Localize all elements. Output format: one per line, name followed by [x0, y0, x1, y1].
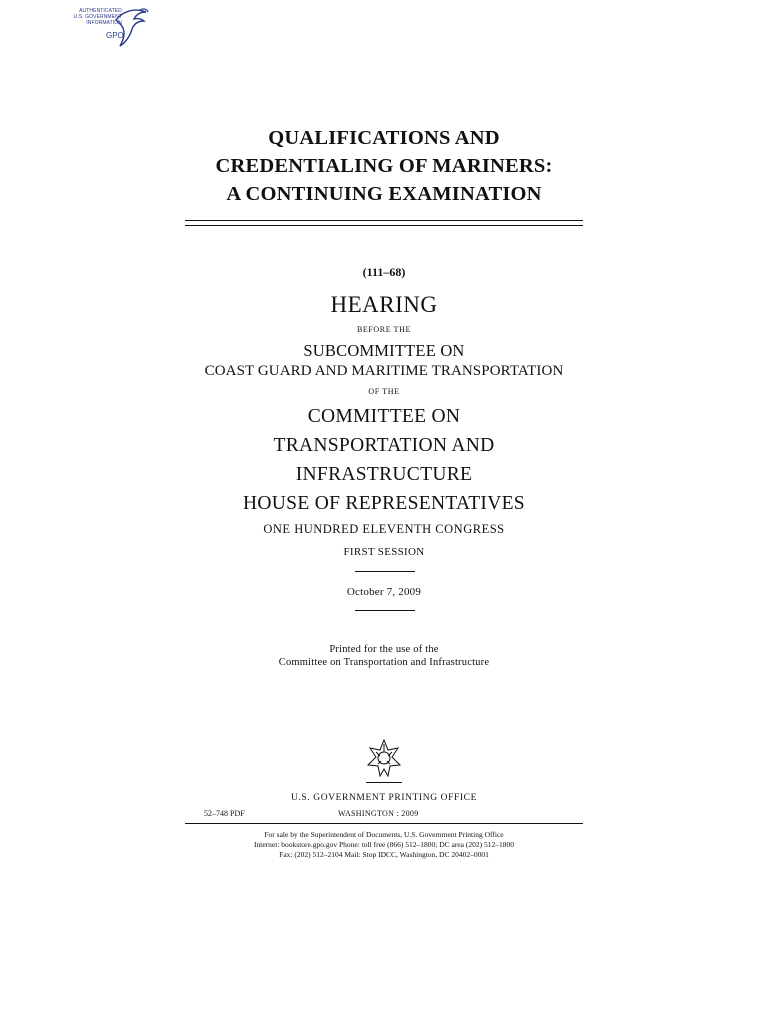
title-divider	[185, 220, 583, 226]
committee-block	[0, 402, 768, 518]
title-line: A CONTINUING EXAMINATION	[226, 183, 542, 205]
before-the-label: BEFORE THE	[356, 325, 412, 334]
committee-line: HOUSE OF REPRESENTATIVES	[243, 493, 525, 514]
session-label: FIRST SESSION	[343, 546, 425, 558]
gpo-logo	[60, 6, 150, 48]
logo-line: INFORMATION	[86, 20, 122, 26]
washington-year: WASHINGTON : 2009	[338, 809, 419, 818]
logo-gpo-label: GPO	[106, 31, 124, 40]
eagle-icon	[114, 6, 150, 50]
committee-line: COMMITTEE ON	[307, 406, 461, 427]
title-line: CREDENTIALING OF MARINERS:	[215, 155, 553, 177]
sale-line: For sale by the Superintendent of Documents, U.S. Government Printing Office	[264, 830, 504, 839]
printed-for-note	[0, 643, 768, 669]
printed-line: Committee on Transportation and Infrastructure	[278, 657, 490, 668]
title-line: QUALIFICATIONS AND	[268, 127, 500, 149]
star-emblem-icon	[364, 738, 404, 780]
subcommittee-name: COAST GUARD AND MARITIME TRANSPORTATION	[204, 363, 564, 379]
of-the-label: OF THE	[368, 387, 400, 396]
committee-line: INFRASTRUCTURE	[295, 464, 473, 485]
congress-label: ONE HUNDRED ELEVENTH CONGRESS	[263, 522, 505, 536]
sale-line: Fax: (202) 512–2104 Mail: Stop IDCC, Washington, DC 20402–0001	[279, 850, 489, 859]
logo-line: AUTHENTICATED	[79, 8, 122, 14]
logo-line: U.S. GOVERNMENT	[73, 14, 122, 20]
date-rule-bottom	[355, 610, 415, 611]
logo-text	[60, 8, 122, 26]
pdf-identifier: 52–748 PDF	[204, 809, 245, 818]
footer-rule	[185, 823, 583, 824]
hearing-heading: HEARING	[330, 292, 438, 317]
subcommittee-heading: SUBCOMMITTEE ON	[303, 341, 465, 360]
document-title	[0, 124, 768, 208]
hearing-date: October 7, 2009	[346, 586, 422, 598]
printing-office: U.S. GOVERNMENT PRINTING OFFICE	[290, 793, 477, 803]
printed-line: Printed for the use of the	[329, 644, 439, 655]
sale-line: Internet: bookstore.gpo.gov Phone: toll free (866) 512–1800; DC area (202) 512–1800	[254, 840, 514, 849]
sale-info	[0, 830, 768, 860]
serial-number: (111–68)	[362, 265, 406, 279]
date-rule-top	[355, 571, 415, 572]
committee-line: TRANSPORTATION AND	[273, 435, 495, 456]
emblem-rule	[366, 782, 402, 783]
